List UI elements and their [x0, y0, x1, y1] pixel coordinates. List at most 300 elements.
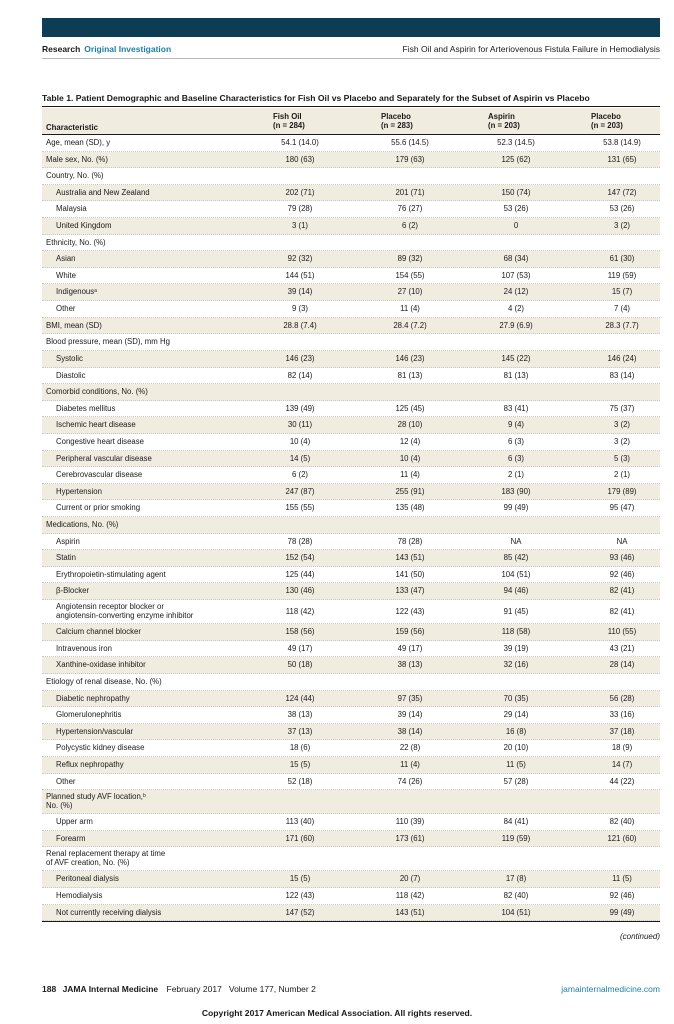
row-label — [56, 908, 161, 917]
header-placebo-2-name: Placebo — [591, 112, 621, 121]
table-row — [42, 583, 660, 600]
row-label-continuation: angiotensin-converting enzyme inhibitor — [56, 611, 194, 621]
row-label-text: Ischemic heart disease — [56, 420, 136, 430]
row-label-text: Xanthine-oxidase inhibitor — [56, 660, 146, 670]
header-characteristic: Characteristic — [46, 123, 99, 132]
table-cell: 146 (23) — [395, 353, 425, 363]
table-cell: 125 (44) — [285, 569, 315, 579]
row-label-text: Other — [56, 776, 76, 786]
row-label-text: Reflux nephropathy — [56, 759, 124, 769]
table-cell: 201 (71) — [395, 187, 425, 197]
table-cell: 20 (7) — [399, 874, 421, 884]
table-row — [42, 600, 660, 624]
table-cell: 247 (87) — [285, 486, 315, 496]
row-label — [46, 171, 103, 180]
row-label — [56, 660, 146, 669]
table-cell: 82 (40) — [503, 890, 529, 900]
table-cell: 7 (4) — [613, 304, 631, 314]
table-row — [42, 707, 660, 724]
row-label — [56, 487, 102, 496]
row-label-text: Hemodialysis — [56, 890, 103, 900]
table-cell: 133 (47) — [395, 586, 425, 596]
table-row — [42, 268, 660, 285]
table-cell: 50 (18) — [287, 660, 313, 670]
row-label — [56, 404, 115, 413]
table-cell: 49 (17) — [397, 643, 423, 653]
table-cell: 255 (91) — [395, 486, 425, 496]
row-label — [56, 553, 76, 562]
table-bottom-rule — [42, 921, 660, 922]
section-label: Research — [42, 44, 81, 54]
header-aspirin-n: (n = 203) — [488, 121, 520, 130]
row-label-text: β-Blocker — [56, 586, 90, 596]
row-label-text: Asian — [56, 254, 76, 264]
row-label-text: Peritoneal dialysis — [56, 874, 119, 884]
table-cell: 11 (5) — [612, 874, 632, 884]
page-footer — [42, 984, 660, 994]
copyright-notice: Copyright 2017 American Medical Association. All rights reserved. — [201, 1008, 473, 1018]
table-cell: 6 (3) — [507, 453, 525, 463]
table-cell: 81 (13) — [397, 370, 423, 380]
row-label — [56, 420, 136, 429]
table-cell: 76 (27) — [397, 204, 423, 214]
table-cell: 3 (1) — [291, 221, 309, 231]
table-cell: 130 (46) — [285, 586, 315, 596]
table-cell: 99 (49) — [503, 503, 529, 513]
table-cell: 173 (61) — [395, 833, 425, 843]
table-cell: 53 (26) — [503, 204, 529, 214]
footnote-marker: b — [142, 793, 146, 800]
table-cell: 2 (1) — [507, 470, 525, 480]
table-row — [42, 740, 660, 757]
table-cell: 83 (41) — [503, 403, 529, 413]
table-cell: 97 (35) — [397, 693, 423, 703]
table-cell: 9 (3) — [291, 304, 309, 314]
table-cell: 92 (46) — [609, 890, 635, 900]
row-label-text: Etiology of renal disease, No. (%) — [46, 676, 162, 686]
table-cell: 122 (43) — [395, 607, 425, 617]
table-cell: 68 (34) — [503, 254, 529, 264]
table-cell: 202 (71) — [285, 187, 315, 197]
table-cell: 17 (8) — [505, 874, 527, 884]
table-cell: 6 (2) — [291, 470, 309, 480]
table-row — [42, 318, 660, 335]
table-cell: 14 (7) — [611, 759, 633, 769]
table-cell: 135 (48) — [395, 503, 425, 513]
table-row — [42, 284, 660, 301]
table-cell: 74 (26) — [397, 776, 423, 786]
row-label — [56, 777, 76, 786]
row-label-text: Australia and New Zealand — [56, 187, 150, 197]
table-cell: 81 (13) — [503, 370, 529, 380]
table-cell: 28 (10) — [397, 420, 423, 430]
table-row — [42, 401, 660, 418]
row-label-text: Upper arm — [56, 817, 93, 827]
table-row — [42, 550, 660, 567]
row-label — [56, 188, 150, 197]
table-row — [42, 567, 660, 584]
table-cell: 49 (17) — [287, 643, 313, 653]
table-cell: 82 (41) — [609, 607, 635, 617]
row-label — [56, 644, 112, 653]
table-cell: 3 (2) — [613, 436, 631, 446]
table-row — [42, 888, 660, 905]
table-cell: 159 (56) — [395, 627, 425, 637]
table-row — [42, 351, 660, 368]
table-cell: 179 (63) — [395, 154, 425, 164]
row-label-continuation: of AVF creation, No. (%) — [46, 858, 130, 868]
table-cell: 27.9 (6.9) — [499, 320, 533, 330]
table-cell: 30 (11) — [287, 420, 313, 430]
subsection-label: Original Investigation — [84, 44, 172, 54]
table-cell: 52.3 (14.5) — [497, 138, 535, 147]
table-cell: 3 (2) — [613, 221, 631, 231]
table-row — [42, 451, 660, 468]
table-cell: 56 (28) — [609, 693, 635, 703]
table-cell: 82 (40) — [609, 817, 635, 827]
row-label — [46, 238, 106, 247]
row-label — [56, 602, 193, 620]
row-label — [56, 710, 121, 719]
table-row — [42, 417, 660, 434]
table-cell: 180 (63) — [285, 154, 315, 164]
table-cell: 38 (13) — [397, 660, 423, 670]
table-cell: 89 (32) — [397, 254, 423, 264]
table-body — [42, 135, 660, 921]
table-row — [42, 831, 660, 848]
table-cell: 95 (47) — [609, 503, 635, 513]
table-cell: 146 (24) — [607, 353, 637, 363]
table-cell: 75 (37) — [609, 403, 635, 413]
row-label-text: Hypertension/vascular — [56, 726, 134, 736]
table-cell: 93 (46) — [609, 553, 635, 563]
row-label — [56, 354, 83, 363]
row-label — [56, 503, 140, 512]
header-placebo-1-n: (n = 283) — [381, 121, 413, 130]
table-row — [42, 790, 660, 814]
row-label-text: Country, No. (%) — [46, 171, 104, 181]
table-cell: 28.8 (7.4) — [283, 320, 317, 330]
row-label-text: Glomerulonephritis — [56, 710, 122, 720]
table-cell: 99 (49) — [609, 907, 635, 917]
table-row — [42, 201, 660, 218]
table-cell: 39 (14) — [397, 710, 423, 720]
table-cell: 144 (51) — [285, 270, 315, 280]
row-label-text: Medications, No. (%) — [46, 520, 119, 530]
table-cell: 2 (1) — [613, 470, 631, 480]
table-cell: 43 (21) — [609, 643, 635, 653]
row-label — [56, 221, 111, 230]
row-label-text: Erythropoietin-stimulating agent — [56, 569, 166, 579]
table-cell: 84 (41) — [503, 817, 529, 827]
row-label-text: Renal replacement therapy at time — [46, 849, 166, 859]
table-row — [42, 500, 660, 517]
row-label-continuation: No. (%) — [46, 801, 73, 811]
table-row — [42, 674, 660, 691]
row-label-text: Male sex, No. (%) — [46, 154, 108, 164]
header-divider — [42, 58, 660, 59]
table-cell: 113 (40) — [285, 817, 315, 827]
page-number: 188 — [42, 984, 57, 994]
table-cell: 143 (51) — [395, 907, 425, 917]
row-label-text: Statin — [56, 553, 76, 563]
table-cell: 20 (10) — [503, 743, 529, 753]
row-label — [46, 849, 165, 867]
table-row — [42, 301, 660, 318]
row-label — [56, 727, 133, 736]
baseline-characteristics-table — [42, 108, 660, 922]
table-cell: 6 (3) — [507, 436, 525, 446]
table-cell: 54.1 (14.0) — [281, 138, 319, 147]
header-aspirin — [488, 112, 520, 130]
row-label-text: Systolic — [56, 353, 83, 363]
row-label-text: Planned study AVF location, — [46, 792, 143, 802]
table-cell: 39 (14) — [287, 287, 313, 297]
row-label-text: Diabetic nephropathy — [56, 693, 130, 703]
journal-url[interactable]: jamainternalmedicine.com — [561, 984, 660, 994]
header-placebo-1-name: Placebo — [381, 112, 411, 121]
row-label — [56, 694, 130, 703]
row-label — [46, 792, 146, 810]
table-cell: 38 (14) — [397, 726, 423, 736]
header-fish-oil-name: Fish Oil — [273, 112, 302, 121]
table-cell: 12 (4) — [399, 436, 421, 446]
table-row — [42, 871, 660, 888]
table-cell: 29 (14) — [503, 710, 529, 720]
row-label — [46, 677, 162, 686]
row-label-text: Diastolic — [56, 370, 86, 380]
table-cell: 92 (32) — [287, 254, 313, 264]
table-cell: 15 (7) — [611, 287, 633, 297]
row-label — [56, 371, 85, 380]
table-cell: 118 (42) — [285, 607, 315, 617]
table-cell: 39 (19) — [503, 643, 529, 653]
row-label — [56, 271, 76, 280]
table-cell: 33 (16) — [609, 710, 635, 720]
table-row — [42, 814, 660, 831]
row-label — [56, 254, 76, 263]
table-row — [42, 534, 660, 551]
table-cell: 121 (60) — [607, 833, 637, 843]
table-cell: 6 (2) — [401, 221, 419, 231]
table-cell: 179 (89) — [607, 486, 637, 496]
table-cell: 146 (23) — [285, 353, 315, 363]
table-row — [42, 168, 660, 185]
table-cell: 104 (51) — [501, 907, 531, 917]
header-aspirin-name: Aspirin — [488, 112, 515, 121]
row-label-text: Hypertension — [56, 486, 102, 496]
table-cell: 141 (50) — [395, 569, 425, 579]
table-cell: 11 (5) — [506, 759, 526, 769]
table-cell: 107 (53) — [501, 270, 531, 280]
table-cell: 53.8 (14.9) — [603, 138, 641, 147]
table-cell: 11 (4) — [400, 470, 420, 480]
table-row — [42, 657, 660, 674]
table-row — [42, 434, 660, 451]
header-fish-oil — [273, 112, 305, 130]
row-label-text: Aspirin — [56, 536, 80, 546]
table-cell: NA — [510, 536, 522, 546]
table-top-rule — [42, 106, 660, 107]
table-cell: 118 (58) — [501, 627, 531, 637]
table-cell: 15 (5) — [289, 759, 311, 769]
table-row — [42, 517, 660, 534]
row-label — [56, 537, 80, 546]
row-label-text: Diabetes mellitus — [56, 403, 116, 413]
table-cell: 155 (55) — [285, 503, 315, 513]
row-label — [56, 743, 144, 752]
table-row — [42, 847, 660, 871]
table-cell: 18 (6) — [289, 743, 311, 753]
table-row — [42, 251, 660, 268]
row-label-text: Other — [56, 304, 76, 314]
table-row — [42, 774, 660, 791]
table-cell: 118 (42) — [395, 890, 425, 900]
table-cell: 110 (39) — [395, 817, 425, 827]
row-label-text: Forearm — [56, 833, 86, 843]
row-label — [56, 470, 142, 479]
table-cell: 61 (30) — [609, 254, 635, 264]
table-cell: 78 (28) — [287, 536, 313, 546]
table-cell: 10 (4) — [399, 453, 421, 463]
row-label-text: Indigenous — [56, 287, 95, 297]
row-label — [56, 287, 97, 296]
table-row — [42, 368, 660, 385]
table-cell: 14 (5) — [289, 453, 311, 463]
row-label-text: Congestive heart disease — [56, 436, 144, 446]
table-cell: 24 (12) — [503, 287, 529, 297]
row-label-text: BMI, mean (SD) — [46, 320, 102, 330]
row-label — [56, 891, 102, 900]
table-cell: 158 (56) — [285, 627, 315, 637]
table-cell: 124 (44) — [285, 693, 315, 703]
header-placebo-1 — [381, 112, 413, 130]
table-cell: 82 (41) — [609, 586, 635, 596]
table-row — [42, 905, 660, 922]
row-label — [46, 155, 108, 164]
table-cell: 83 (14) — [609, 370, 635, 380]
table-cell: 18 (9) — [611, 743, 633, 753]
row-label-text: Calcium channel blocker — [56, 627, 141, 637]
table-cell: 147 (72) — [607, 187, 637, 197]
table-row — [42, 467, 660, 484]
table-cell: 125 (62) — [501, 154, 531, 164]
table-cell: 154 (55) — [395, 270, 425, 280]
table-cell: 5 (3) — [613, 453, 631, 463]
table-cell: 131 (65) — [607, 154, 637, 164]
row-label-text: United Kingdom — [56, 221, 112, 231]
row-label-text: Malaysia — [56, 204, 87, 214]
row-label — [56, 454, 152, 463]
row-label — [56, 627, 141, 636]
table-row — [42, 152, 660, 169]
row-label-text: Not currently receiving dialysis — [56, 907, 162, 917]
table-cell: 3 (2) — [613, 420, 631, 430]
running-head — [42, 44, 660, 56]
row-label — [46, 337, 170, 346]
table-row — [42, 334, 660, 351]
table-cell: 9 (4) — [507, 420, 525, 430]
row-label — [56, 304, 76, 313]
issue-info: February 2017 Volume 177, Number 2 — [166, 984, 316, 994]
row-label — [46, 520, 118, 529]
table-cell: 52 (18) — [287, 776, 313, 786]
table-row — [42, 641, 660, 658]
table-cell: 57 (28) — [503, 776, 529, 786]
table-cell: 37 (18) — [609, 726, 635, 736]
table-row — [42, 185, 660, 202]
row-label-text: Intravenous iron — [56, 643, 112, 653]
row-label — [56, 760, 124, 769]
table-cell: 143 (51) — [395, 553, 425, 563]
table-cell: 79 (28) — [287, 204, 313, 214]
table-cell: 53 (26) — [609, 204, 635, 214]
table-cell: 10 (4) — [289, 436, 311, 446]
table-cell: 16 (8) — [505, 726, 527, 736]
table-cell: 183 (90) — [501, 486, 531, 496]
table-cell: 27 (10) — [397, 287, 423, 297]
table-cell: 147 (52) — [285, 907, 315, 917]
row-label — [56, 817, 93, 826]
table-cell: 15 (5) — [289, 874, 311, 884]
table-row — [42, 135, 660, 152]
footnote-marker: a — [94, 288, 97, 295]
table-row — [42, 484, 660, 501]
table-row — [42, 235, 660, 252]
row-label-text: Age, mean (SD), y — [46, 138, 111, 147]
row-label — [46, 138, 110, 147]
header-fish-oil-n: (n = 284) — [273, 121, 305, 130]
table-cell: 110 (55) — [607, 627, 637, 637]
table-cell: 125 (45) — [395, 403, 425, 413]
row-label — [56, 874, 119, 883]
table-cell: 119 (59) — [501, 833, 531, 843]
table-cell: 44 (22) — [609, 776, 635, 786]
table-cell: 92 (46) — [609, 569, 635, 579]
row-label — [56, 834, 85, 843]
row-label — [56, 204, 87, 213]
table-row — [42, 757, 660, 774]
table-cell: 150 (74) — [501, 187, 531, 197]
table-cell: 28.4 (7.2) — [393, 320, 427, 330]
table-cell: 28 (14) — [609, 660, 635, 670]
header-placebo-2 — [591, 112, 623, 130]
table-title: Table 1. Patient Demographic and Baseline Characteristics for Fish Oil vs Placebo and Separately for the Subset of Aspirin vs Placebo — [42, 93, 590, 103]
row-label-text: White — [56, 270, 76, 280]
row-label-text: Current or prior smoking — [56, 503, 141, 513]
table-cell: 119 (59) — [607, 270, 637, 280]
table-row — [42, 624, 660, 641]
table-cell: 22 (8) — [399, 743, 421, 753]
row-label-text: Polycystic kidney disease — [56, 743, 145, 753]
row-label — [46, 387, 148, 396]
table-cell: 139 (49) — [285, 403, 315, 413]
table-cell: 104 (51) — [501, 569, 531, 579]
table-cell: 78 (28) — [397, 536, 423, 546]
journal-banner — [42, 18, 660, 37]
table-cell: 94 (46) — [503, 586, 529, 596]
table-row — [42, 218, 660, 235]
row-label-text: Comorbid conditions, No. (%) — [46, 387, 148, 397]
continued-note: (continued) — [619, 932, 660, 941]
table-cell: 11 (4) — [400, 759, 420, 769]
row-label — [56, 586, 89, 595]
row-label-text: Blood pressure, mean (SD), mm Hg — [46, 337, 170, 347]
table-cell: 70 (35) — [503, 693, 529, 703]
row-label-text: Ethnicity, No. (%) — [46, 237, 106, 247]
table-row — [42, 384, 660, 401]
table-row — [42, 691, 660, 708]
